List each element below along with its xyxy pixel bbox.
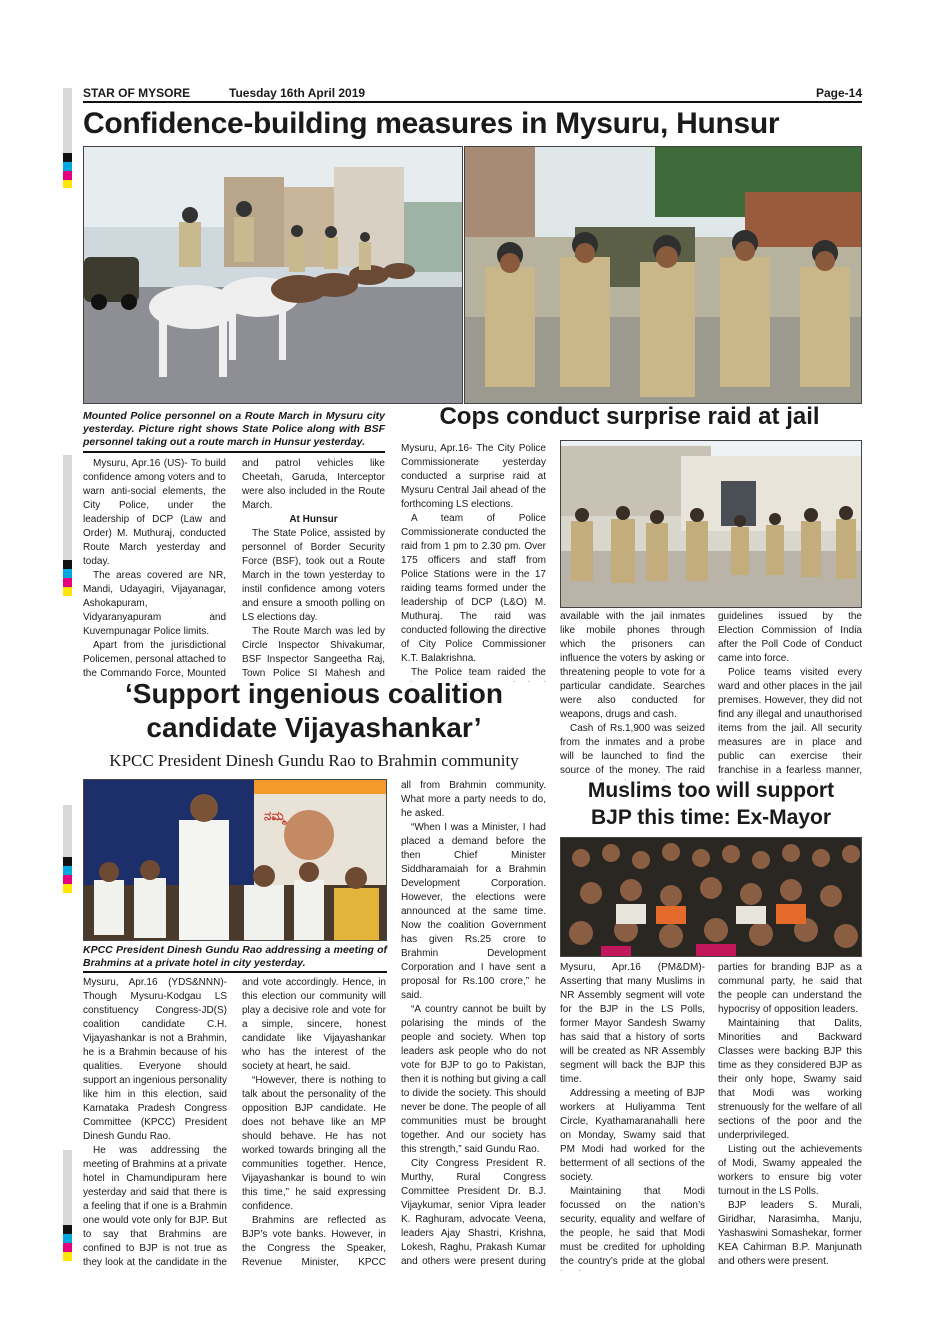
gundu-rao-meeting-photo [83,779,387,941]
paragraph: BJP leaders S. Murali, Giridhar, Narasimha, Manju, Yashaswini Somashekar, former KEA Cahirman B.P. Manjunath and others were present. [718,1200,862,1267]
paragraph: Police teams visited every ward and other places in the jail premises. However, they did not find any illegal and unauthorised items from the jail. All security measures are in place and public can exercise their franchise in a fearless manner, [718,667,862,776]
paragraph: Cash of Rs.1,900 was seized from the inmates and a probe will be launched to find the source of the money. The raid [560,723,705,776]
coalition-col3 [401,779,546,1270]
paragraph: Mysuru, Apr.16 (US)- To build confidence among voters and to warn anti-social elements, the City Police, under the leadership of DCP (Law and Order) M. Muthuraj, conducted Route March yesterday and today. [83,458,226,567]
paragraph: Apart from the jurisdictional Policemen, personal attached to the Commando Force, Mounted [83,640,226,679]
jail-story-col1 [401,442,546,682]
paragraph: Mysuru, Apr.16 (PM&DM)- Asserting that many Muslims in NR Assembly segment will vote for the BJP in the LS Polls, former Mayor Sandesh Swamy has said that a history of sorts will be created as NR Assembly segment will back the BJP this time. [560,962,705,1085]
subhead-at-hunsur: At Hunsur [289,514,338,525]
paragraph: Mysuru, Apr.16 (YDS&NNN)- Though Mysuru-Kodgau LS constituency Congress-JD(S) coalition candidate C.H. Vijayashankar is not a Brahmin, he is a Brahmin because of his qualities. Everyone should support an ingenious personality like him in this election, said Karnataka Pradesh Congress Committee (KPCC) President Dinesh Gundu Rao. [83,977,227,1142]
coalition-col1 [83,976,227,1270]
jail-raid-photo [560,440,862,608]
paragraph: City Congress President R. Murthy, Rural Congress Committee President Dr. B.J. Vijaykumar, senior Vipra leader K. Raghuram, advocate Veena, leaders Ajay Shastri, Krishna, Lokesh, Raghu, Prakash Kumar and others were present during [401,1158,546,1267]
paragraph: guidelines issued by the Election Commission of India after the Poll Code of Conduct came into force. [718,611,862,664]
jail-story-col2 [560,610,705,780]
paragraph: “When I was a Minister, I had placed a demand before the then Chief Minister Siddharamaiah for a Brahmin Development Corporation. However, the elections were announced at the same time. Now the coalition Government has given Rs.25 crore to Brahmin Development Corporation and I have sent a proposal for Rs.100 crore,” he said. [401,822,546,1001]
paragraph: and patrol vehicles like Cheetah, Garuda, Interceptor were also included in the Route March. [242,458,385,511]
paragraph: A team of Police Commissionerate conducted the raid from 1 pm to 2.30 pm. Over 175 officers and staff from Police Stations were in the 17 raiding teams formed under the leadership of DCP (L&O) M. Muthuraj. The raid was conducted following the directive of City Police Commissioner K.T. Balakrishna. [401,513,546,664]
muslims-col1 [560,961,705,1271]
registration-marks-lower-mid [63,805,72,895]
main-headline: Confidence-building measures in Mysuru, Hunsur [83,107,780,140]
paragraph: The Police team raided the [411,667,546,678]
main-photo-caption: Mounted Police personnel on a Route March in Mysuru city yesterday. Picture right shows State Police along with BSF personnel taking out a route march in Hunsur yesterday. [83,410,385,448]
caption-rule [83,451,385,453]
muslims-col2 [718,961,862,1271]
main-story-col2 [242,457,385,682]
main-story-col1 [83,457,226,682]
paragraph: The State Police, assisted by personnel of Border Security Force (BSF), took out a Route March in the town yesterday to instil confidence among voters and ensure a smooth polling on LS elections day. [242,528,385,623]
coalition-headline-line2: candidate Vijayashankar’ [146,712,482,743]
paragraph: and vote accordingly. Hence, in this election our community will play a decisive role and vote for a simple, sincere, honest candidate like Vijayashankar who has the interest of the society at heart, he said. [242,977,386,1072]
page-number: Page-14 [815,86,862,100]
paragraph: Maintaining that Modi focussed on the nation’s security, equality and welfare of the people, he said that Modi must be credited for upholding the country’s pride at the global [560,1186,705,1267]
paragraph: parties for branding BJP as a communal party, he said that the people can understand the hypocrisy of opposition leaders. [718,962,862,1015]
coalition-caption-rule [83,971,387,973]
paragraph: “However, there is nothing to talk about the personality of the opposition BJP candidate. He does not behave like an MP should behave. He has not worked towards bringing all the communities together. Hence, Vijayashankar is bound to win this time,” he said expressing confidence. [242,1075,386,1212]
paragraph: The Route March was led by Circle Inspector Shivakumar, BSF Inspector Sangeetha Raj, Town Police SI Mahesh and [242,626,385,679]
page-header [83,86,862,102]
hunsur-march-photo [464,146,862,404]
paragraph: Mysuru, Apr.16- The City Police Commissionerate yesterday conducted a surprise raid at Mysuru Central Jail ahead of the forthcoming LS elections. [401,443,546,510]
bjp-meeting-photo [560,837,862,957]
jail-story-col3 [718,610,862,780]
registration-marks-upper-mid [63,455,72,605]
mounted-police-photo [83,146,463,404]
header-rule [83,101,862,103]
paragraph: Brahmins are reflected as BJP’s vote banks. However, in the Congress the Speaker, Revenue Minister, KPCC [242,1215,386,1268]
paragraph: Maintaining that Dalits, Minorities and Backward Classes were backing BJP this time as they considered BJP as their only hope, Swamy said that Modi was working strenuously for the welfare of all sections of the poor and the underprivileged. [718,1018,862,1141]
issue-date: Tuesday 16th April 2019 [229,86,366,100]
paragraph: available with the jail inmates like mobile phones through which the prisoners can influence the voters by asking or threatening people to vote for a particular candidate. Searches were also conducted for weapons, drugs and cash. [560,611,705,720]
registration-marks-bottom [63,1150,72,1265]
paper-name: STAR OF MYSORE [83,86,191,100]
coalition-kicker: KPCC President Dinesh Gundu Rao to Brahmin community [109,751,519,770]
jail-headline: Cops conduct surprise raid at jail [439,403,820,430]
banner-text: ನಮ್ಮ [264,809,286,824]
paragraph: “A country cannot be built by polarising the minds of the people and society. When top leaders ask people who do not vote for BJP to go to Pakistan, then it is nothing but giving a call to divide the society. This should never be done. The people of all communities must be brought together. And our society has this strength,” said Gundu Rao. [401,1004,546,1155]
gundu-rao-caption: KPCC President Dinesh Gundu Rao addressing a meeting of Brahmins at a private hotel in city yesterday. [83,944,387,969]
paragraph: He was addressing the meeting of Brahmins at a private hotel in Chamundipuram here yesterday and said that there is a feeling that if one is a Brahmin one would vote only for BJP. But to say that Brahmins are confined to BJP is not true as they look at the candidate in the [83,1145,227,1268]
coalition-col2 [242,976,386,1270]
coalition-headline-line1: ‘Support ingenious coalition [125,678,503,709]
muslims-headline-line2: BJP this time: Ex-Mayor [590,806,831,829]
paragraph: all from Brahmin community. What more a party needs to do, he asked. [401,780,546,819]
muslims-headline-line1: Muslims too will support [587,779,835,802]
paragraph: Addressing a meeting of BJP workers at Huliyamma Tent Circle, Kyathamaranahalli here on Monday, Swamy said that PM Modi had worked for the betterment of all sections of the society. [560,1088,705,1183]
paragraph: Listing out the achievements of Modi, Swamy appealed the workers to ensure big voter turnout in the LS Polls. [718,1144,862,1197]
paragraph: The areas covered are NR, Mandi, Udayagiri, Vijayanagar, Ashokapuram, Vidyaranyapuram and Kuvempunagar Police limits. [83,570,226,637]
registration-marks-top [63,88,72,188]
